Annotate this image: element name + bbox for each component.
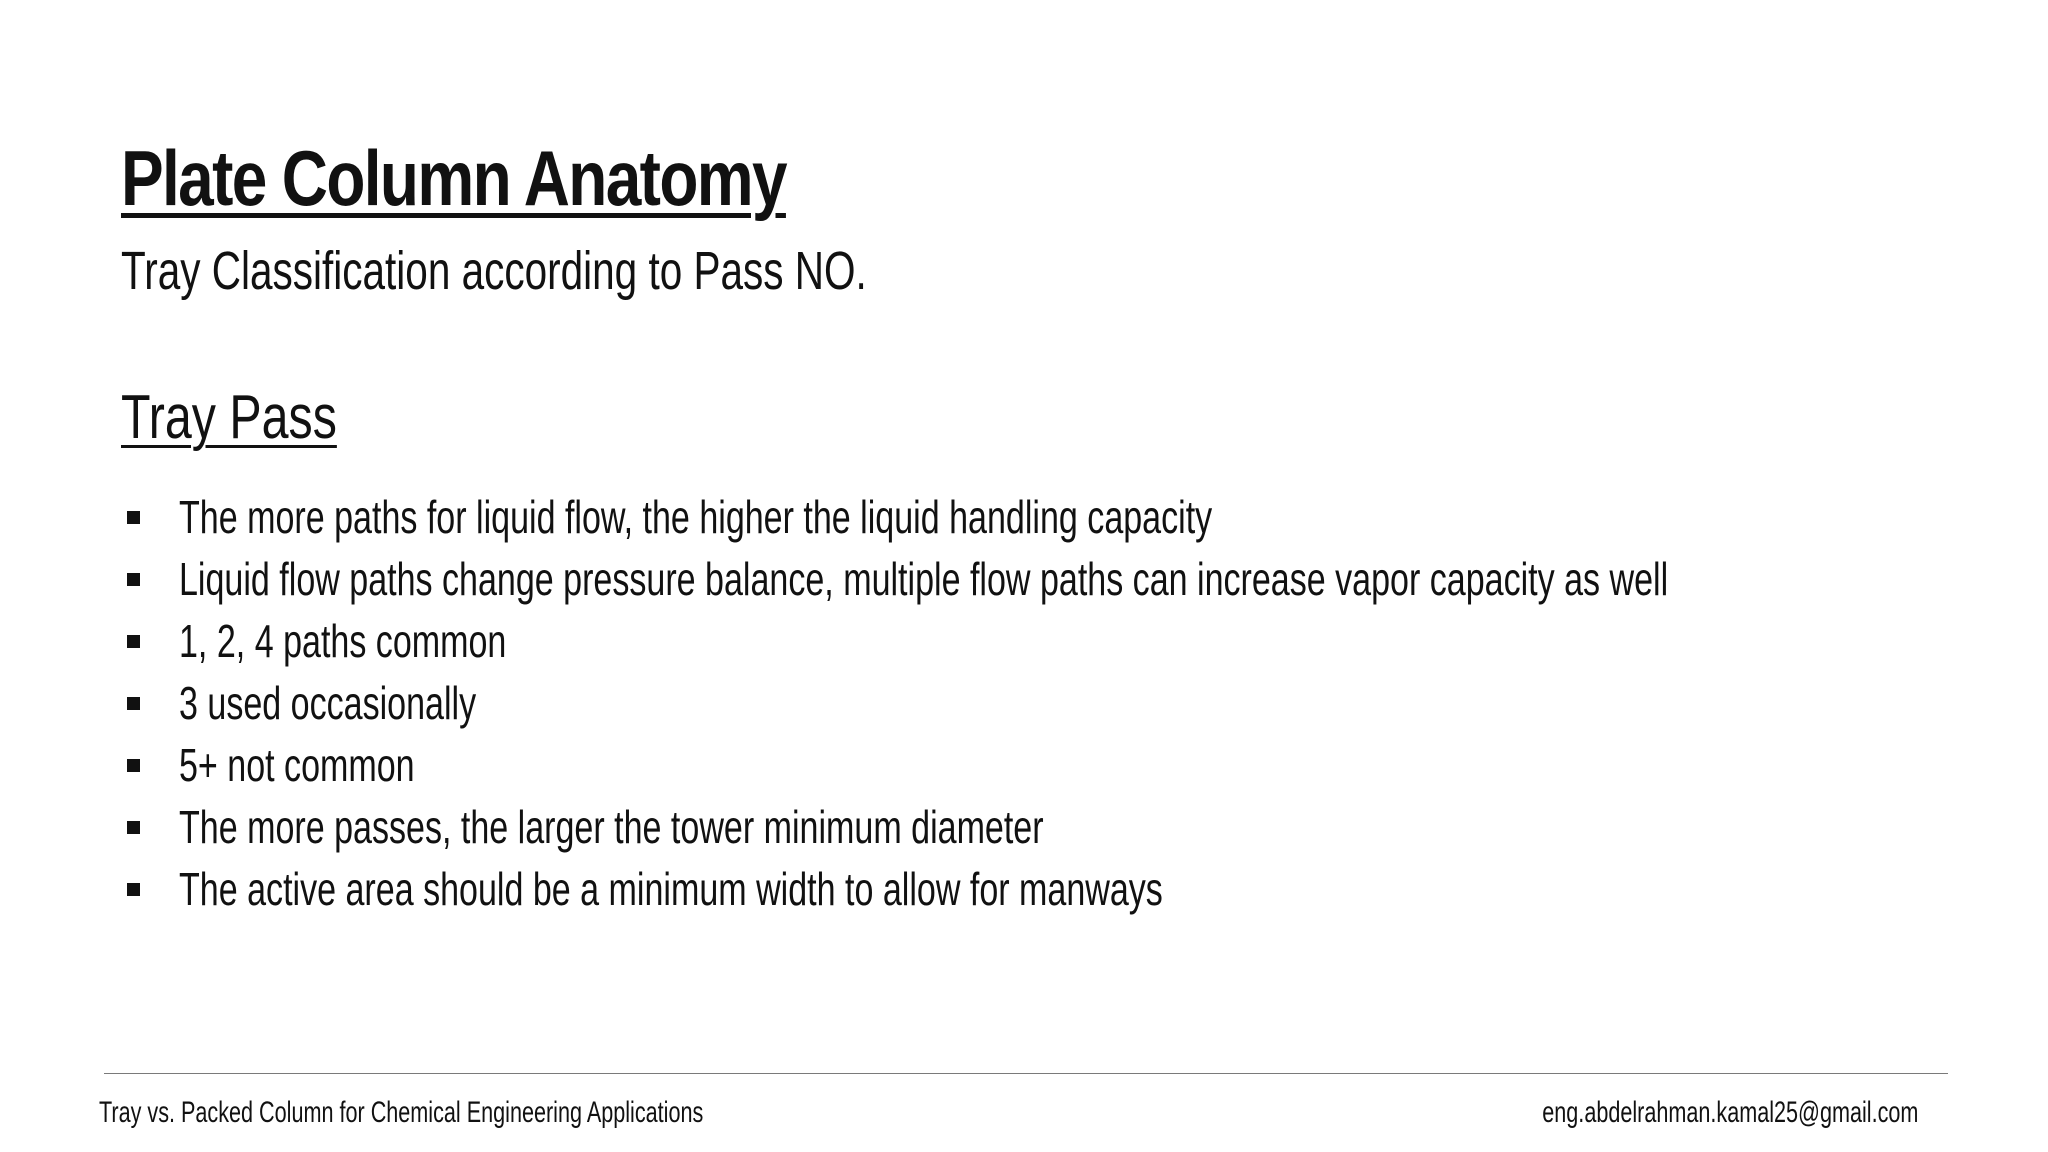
bullet-text: Liquid flow paths change pressure balance, multiple flow paths can increase vapor capacity as well xyxy=(179,553,1669,605)
bullet-text: The more passes, the larger the tower minimum diameter xyxy=(179,801,1044,853)
square-bullet-icon xyxy=(127,821,140,834)
bullet-text: The active area should be a minimum width to allow for manways xyxy=(179,863,1163,915)
square-bullet-icon xyxy=(127,573,140,586)
bullet-text: 3 used occasionally xyxy=(179,677,477,729)
bullet-item xyxy=(121,796,2048,858)
bullet-item xyxy=(121,734,2048,796)
bullet-item xyxy=(121,486,2048,548)
square-bullet-icon xyxy=(127,759,140,772)
slide-title: Plate Column Anatomy xyxy=(121,134,786,222)
square-bullet-icon xyxy=(127,511,140,524)
bullet-item xyxy=(121,548,2048,610)
bullet-item xyxy=(121,858,2048,920)
bullet-text: The more paths for liquid flow, the higher the liquid handling capacity xyxy=(179,491,1213,543)
bullet-item xyxy=(121,610,2048,672)
section-heading: Tray Pass xyxy=(121,383,337,452)
footer-divider xyxy=(104,1073,1948,1074)
bullet-text: 1, 2, 4 paths common xyxy=(179,615,507,667)
footer-email: eng.abdelrahman.kamal25@gmail.com xyxy=(1541,1096,1918,1129)
square-bullet-icon xyxy=(127,697,140,710)
bullet-item xyxy=(121,672,2048,734)
bullet-list xyxy=(121,486,2048,920)
square-bullet-icon xyxy=(127,883,140,896)
square-bullet-icon xyxy=(127,635,140,648)
footer-course-title: Tray vs. Packed Column for Chemical Engineering Applications xyxy=(99,1096,704,1129)
slide-subtitle: Tray Classification according to Pass NO. xyxy=(121,241,867,301)
bullet-text: 5+ not common xyxy=(179,739,415,791)
